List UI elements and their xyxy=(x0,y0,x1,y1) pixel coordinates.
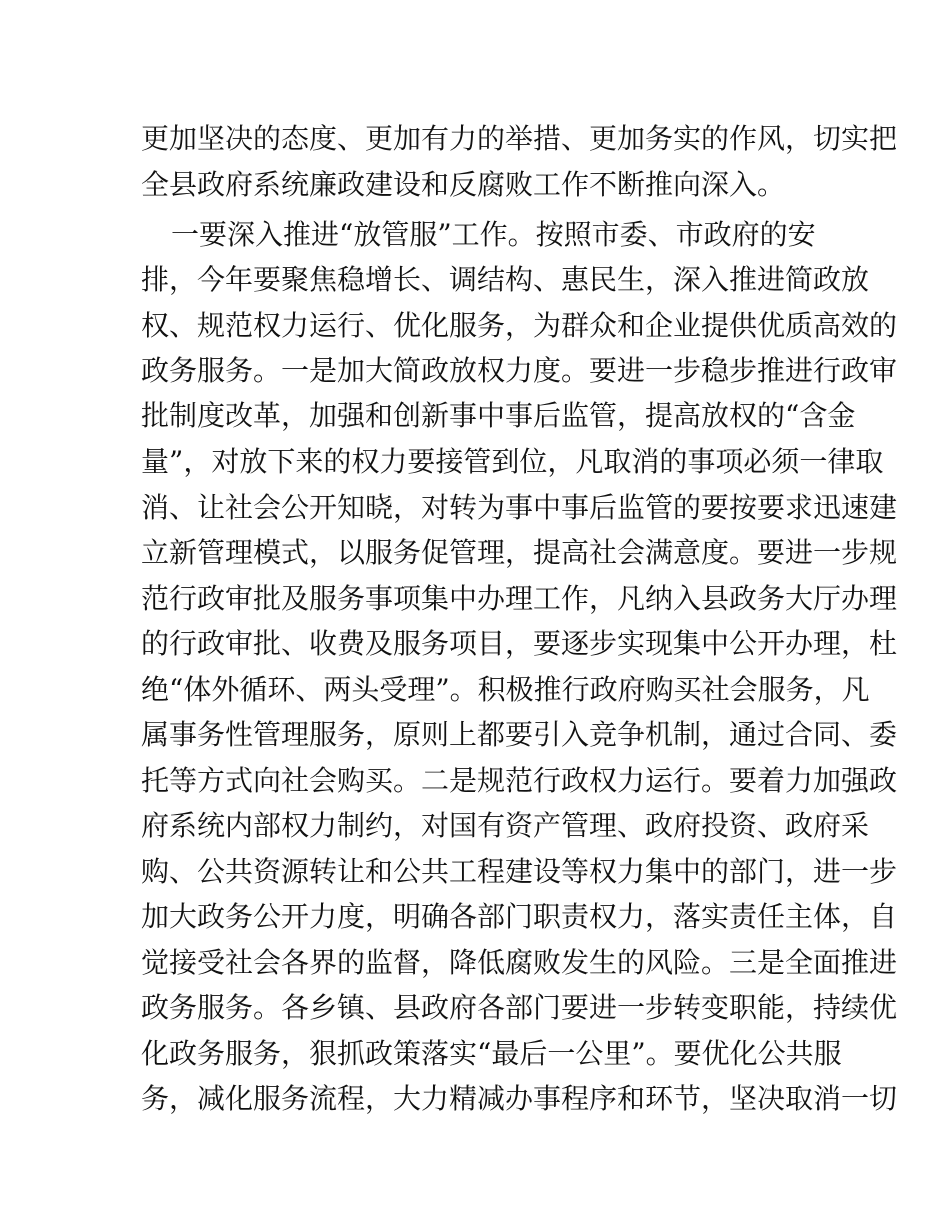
text-line-4: 排，今年要聚焦稳增长、调结构、惠民生，深入推进简政放 xyxy=(141,263,870,296)
text-line-9: 消、让社会公开知晓，对转为事中事后监管的要按要求迅速建 xyxy=(141,491,898,524)
text-line-18: 加大政务公开力度，明确各部门职责权力，落实责任主体，自 xyxy=(141,900,898,933)
text-line-5: 权、规范权力运行、优化服务，为群众和企业提供优质高效的 xyxy=(141,309,898,342)
text-line-11: 范行政审批及服务事项集中办理工作，凡纳入县政务大厅办理 xyxy=(141,582,898,615)
text-line-1: 更加坚决的态度、更加有力的举措、更加务实的作风，切实把 xyxy=(141,122,898,155)
text-line-6: 政务服务。一是加大简政放权力度。要进一步稳步推进行政审 xyxy=(141,354,898,387)
text-line-15: 托等方式向社会购买。二是规范行政权力运行。要着力加强政 xyxy=(141,764,898,797)
text-line-10: 立新管理模式，以服务促管理，提高社会满意度。要进一步规 xyxy=(141,536,898,569)
text-line-8: 量”，对放下来的权力要接管到位，凡取消的事项必须一律取 xyxy=(141,445,884,478)
text-line-19: 觉接受社会各界的监督，降低腐败发生的风险。三是全面推进 xyxy=(141,946,898,979)
text-line-7: 批制度改革，加强和创新事中事后监管，提高放权的“含金 xyxy=(141,399,856,432)
text-line-22: 务，减化服务流程，大力精减办事程序和环节，坚决取消一切 xyxy=(141,1082,898,1115)
text-line-2: 全县政府系统廉政建设和反腐败工作不断推向深入。 xyxy=(141,168,786,201)
paragraph-start-line: 一要深入推进“放管服”工作。按照市委、市政府的安 xyxy=(171,218,816,251)
text-line-16: 府系统内部权力制约，对国有资产管理、政府投资、政府采 xyxy=(141,809,870,842)
text-line-13: 绝“体外循环、两头受理”。积极推行政府购买社会服务，凡 xyxy=(141,673,870,706)
text-line-20: 政务服务。各乡镇、县政府各部门要进一步转变职能，持续优 xyxy=(141,991,898,1024)
text-line-14: 属事务性管理服务，原则上都要引入竞争机制，通过合同、委 xyxy=(141,718,898,751)
text-line-12: 的行政审批、收费及服务项目，要逐步实现集中公开办理，杜 xyxy=(141,627,898,660)
text-line-21: 化政务服务，狠抓政策落实“最后一公里”。要优化公共服 xyxy=(141,1037,842,1070)
text-line-17: 购、公共资源转让和公共工程建设等权力集中的部门，进一步 xyxy=(141,855,898,888)
